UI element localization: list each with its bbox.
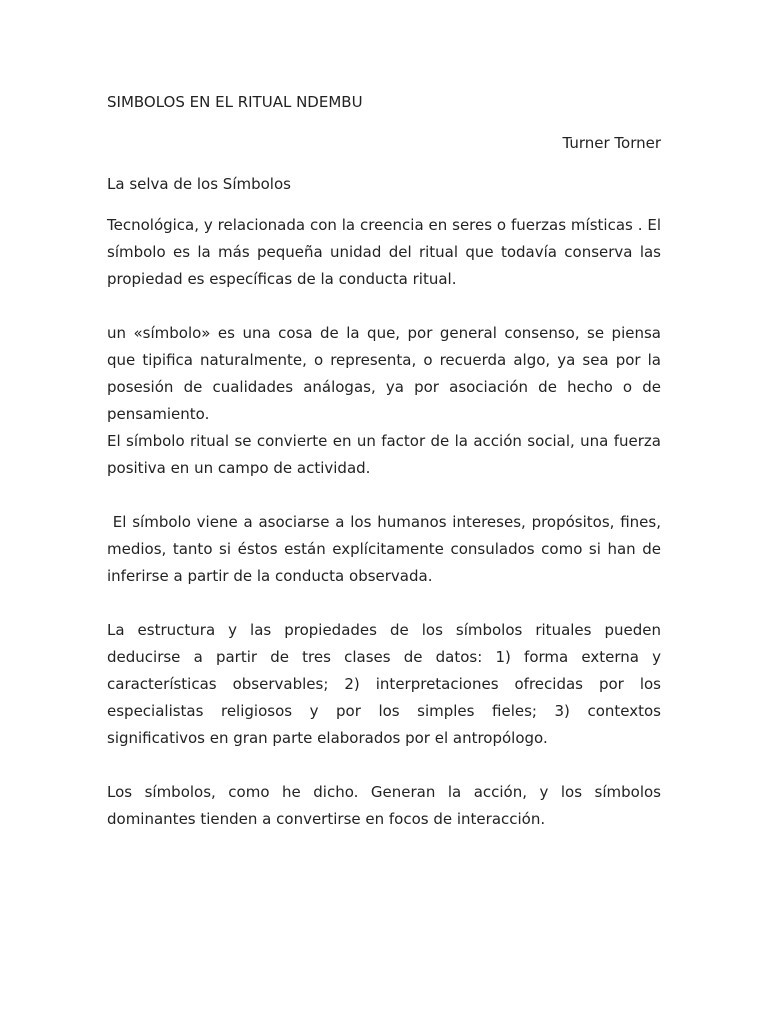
paragraph: un «símbolo» es una cosa de la que, por general consenso, se piensa que tipifica naturalmente, o representa, o recuerda algo, ya sea por la posesión de cualidades análogas, ya por asociación de hecho o de pensamiento. <box>107 324 661 423</box>
document-title: SIMBOLOS EN EL RITUAL NDEMBU <box>107 93 363 111</box>
paragraph: El símbolo ritual se convierte en un factor de la acción social, una fuerza positiva en un campo de actividad. <box>107 432 661 477</box>
document-author: Turner Torner <box>562 134 661 152</box>
document-subtitle: La selva de los Símbolos <box>107 175 291 193</box>
paragraph-spacer <box>107 482 661 509</box>
paragraph-spacer <box>107 752 661 779</box>
paragraph: La estructura y las propiedades de los símbolos rituales pueden deducirse a partir de tres clases de datos: 1) forma externa y características observables; 2) interpretaciones ofrecidas por los especialistas religiosos y por los simples fieles; 3) contextos significativos en gran parte elaborados por el antropólogo. <box>107 621 661 747</box>
paragraph: El símbolo viene a asociarse a los humanos intereses, propósitos, fines, medios, tanto si éstos están explícitamente consulados como si han de inferirse a partir de la conducta observada. <box>107 513 666 585</box>
paragraph: Tecnológica, y relacionada con la creencia en seres o fuerzas místicas . El símbolo es la más pequeña unidad del ritual que todavía conserva las propiedad es específicas de la conducta ritual. <box>107 216 661 288</box>
document-body <box>107 89 666 833</box>
paragraph: Los símbolos, como he dicho. Generan la acción, y los símbolos dominantes tienden a convertirse en focos de interacción. <box>107 783 661 828</box>
paragraph-spacer <box>107 293 661 320</box>
paragraph-spacer <box>107 590 661 617</box>
